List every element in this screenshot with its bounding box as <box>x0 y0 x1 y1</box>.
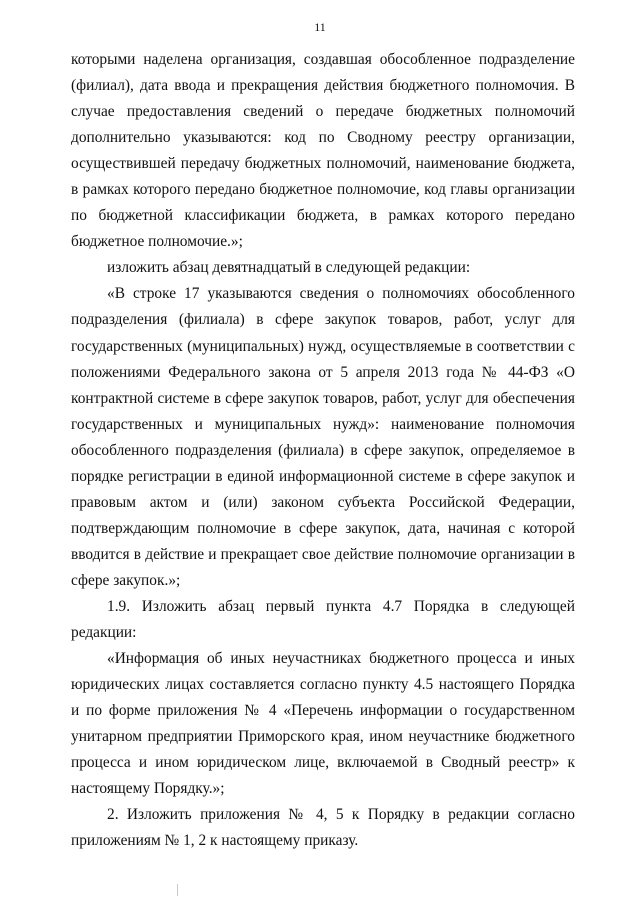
paragraph-instruction-abzac-19: изложить абзац девятнадцатый в следующей редакции: <box>107 259 471 277</box>
paragraph-information-quote: «Информация об иных неучастниках бюджетного процесса и иных юридических лицах составляется согласно пункту 4.5 настоящего Порядка и по форме приложения № 4 «Перечень информации о государственном унитарном предприятии Приморского края, ином неучастнике бюджетного процесса и ином юридическом лице, включаемой в Сводный реестр» к настоящему Порядку.»; <box>71 650 575 798</box>
paragraph-stroka-17: «В строке 17 указываются сведения о полномочиях обособленного подразделения (филиала) в сфере закупок товаров, работ, услуг для государственных (муниципальных) нужд, осуществляемые в соответствии с положениями Федерального закона от 5 апреля 2013 года № 44-ФЗ «О контрактной системе в сфере закупок товаров, работ, услуг для обеспечения государственных и муниципальных нужд»: наименование полномочия обособленного подразделения (филиала) в сфере закупок, определяемое в порядке регистрации в единой информационной системе в сфере закупок и правовым актом и (или) законом субъекта Российской Федерации, подтверждающим полномочие в сфере закупок, дата, начиная с которой вводится в действие и прекращает свое действие полномочие организации в сфере закупок.»; <box>71 285 575 589</box>
paragraph-item-1-9: 1.9. Изложить абзац первый пункта 4.7 Порядка в следующей редакции: <box>71 597 575 642</box>
page-number: 11 <box>314 20 326 34</box>
paragraph-item-2: 2. Изложить приложения № 4, 5 к Порядку в редакции согласно приложениям № 1, 2 к настоящему приказу. <box>71 806 575 850</box>
scan-artifact-line <box>177 884 178 896</box>
document-body <box>71 47 575 854</box>
paragraph-continuation: которыми наделена организация, создавшая обособленное подразделение (филиал), дата ввода и прекращения действия бюджетного полномочия. В случае предоставления сведений о передаче бюджетных полномочий дополнительно указываются: код по Сводному реестру организации, осуществившей передачу бюджетных полномочий, наименование бюджета, в рамках которого передано бюджетное полномочие, код главы организации по бюджетной классификации бюджета, в рамках которого передано бюджетное полномочие.»; <box>71 51 575 251</box>
